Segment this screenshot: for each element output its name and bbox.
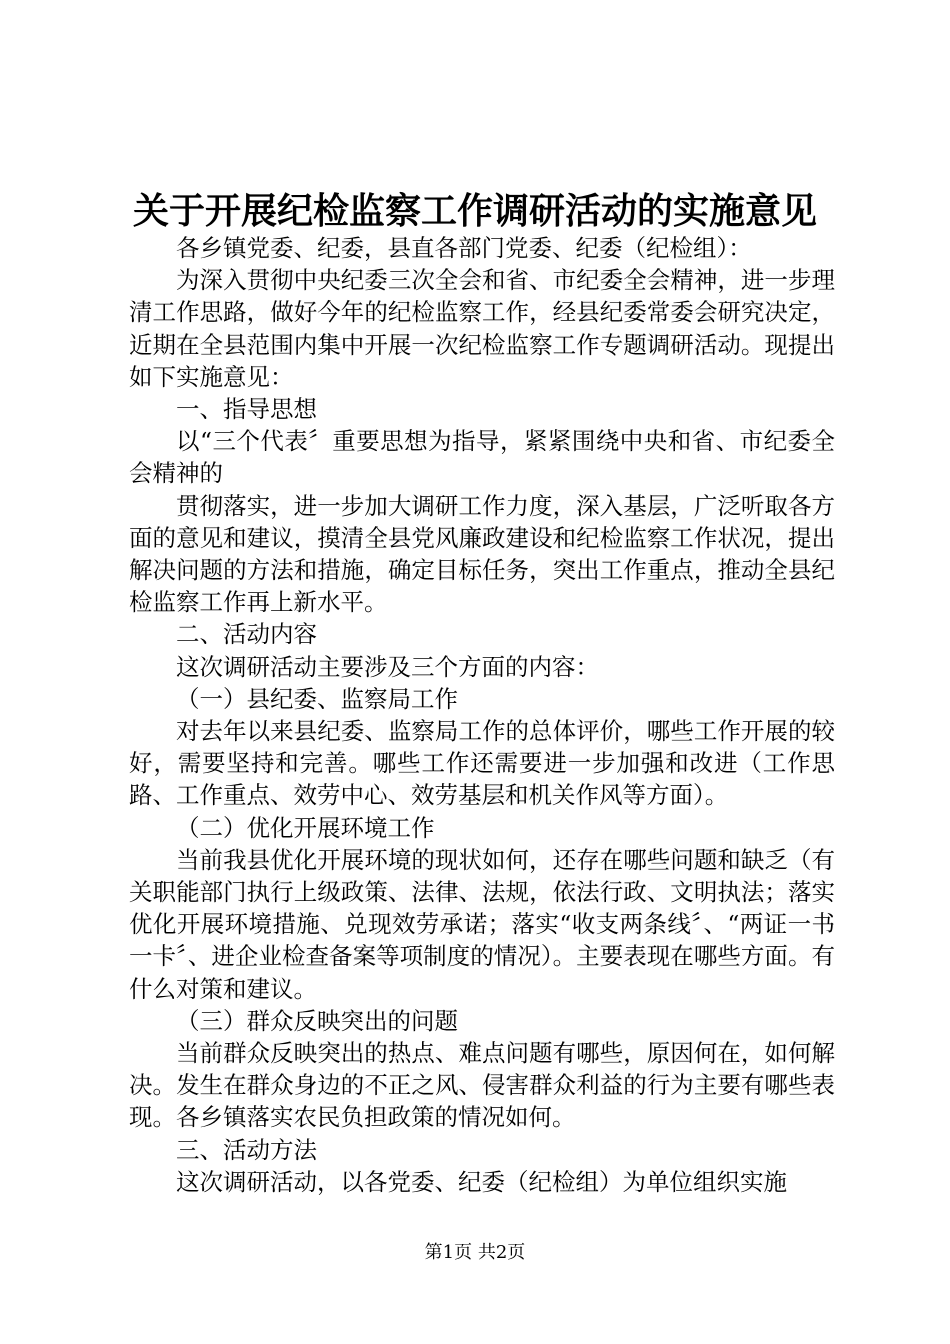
section-heading-1: 一、指导思想 [176, 395, 317, 424]
paragraph: 当前我县优化开展环境的现状如何，还存在哪些问题和缺乏（有关职能部门执行上级政策、法律、法规，依法行政、文明执法；落实优化开展环境措施、兑现效劳承诺；落实“收支两条线〞、“两证一书一卡〞、进企业检查备案等项制度的情况）。主要表现在哪些方面。有什么对策和建议。 [129, 845, 835, 1003]
document-title: 关于开展纪检监察工作调研活动的实施意见 [132, 190, 817, 232]
paragraph: 当前群众反映突出的热点、难点问题有哪些，原因何在，如何解决。发生在群众身边的不正之风、侵害群众利益的行为主要有哪些表现。各乡镇落实农民负担政策的情况如何。 [129, 1039, 835, 1132]
paragraph: 这次调研活动主要涉及三个方面的内容： [176, 652, 599, 681]
paragraph: 对去年以来县纪委、监察局工作的总体评价，哪些工作开展的较好，需要坚持和完善。哪些工作还需要进一步加强和改进（工作思路、工作重点、效劳中心、效劳基层和机关作风等方面）。 [129, 717, 835, 810]
paragraph-salutation: 各乡镇党委、纪委，县直各部门党委、纪委（纪检组）： [176, 234, 752, 262]
document-body [129, 232, 835, 1198]
subsection-heading-1: （一）县纪委、监察局工作 [176, 684, 458, 713]
subsection-heading-3: （三）群众反映突出的问题 [176, 1006, 458, 1035]
section-heading-3: 三、活动方法 [176, 1135, 317, 1164]
paragraph-intro: 为深入贯彻中央纪委三次全会和省、市纪委全会精神，进一步理清工作思路，做好今年的纪检监察工作，经县纪委常委会研究决定，近期在全县范围内集中开展一次纪检监察工作专题调研活动。现提出如下实施意见： [129, 266, 835, 391]
section-heading-2: 二、活动内容 [176, 620, 317, 649]
paragraph: 贯彻落实，进一步加大调研工作力度，深入基层，广泛听取各方面的意见和建议，摸清全县党风廉政建设和纪检监察工作状况，提出解决问题的方法和措施，确定目标任务，突出工作重点，推动全县纪检监察工作再上新水平。 [129, 491, 835, 617]
paragraph: 以“三个代表〞重要思想为指导，紧紧围绕中央和省、市纪委全会精神的 [129, 427, 835, 488]
paragraph: 这次调研活动，以各党委、纪委（纪检组）为单位组织实施 [176, 1167, 787, 1196]
subsection-heading-2: （二）优化开展环境工作 [176, 813, 435, 842]
page-number-footer: 第1页 共2页 [424, 1242, 526, 1263]
